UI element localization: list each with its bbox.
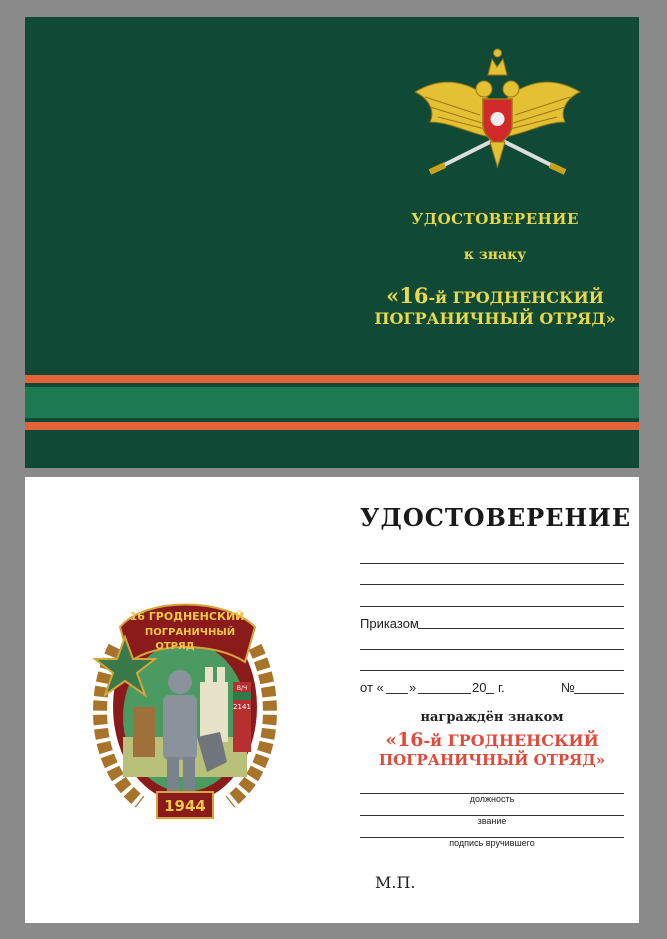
badge-post-number: 2141 xyxy=(233,703,251,711)
inner-title: УДОСТОВЕРЕНИЕ xyxy=(360,503,632,532)
order-label: Приказом xyxy=(360,616,419,631)
cover-subtitle: к знаку xyxy=(463,247,527,263)
stripe-green xyxy=(25,387,639,418)
fill-line-name-3[interactable] xyxy=(360,606,624,607)
date-g-label: г. xyxy=(498,680,505,695)
badge-year: 1944 xyxy=(164,797,206,815)
stripe-orange-top xyxy=(25,375,639,383)
cover-badge-name-line1: «16-й ГРОДНЕНСКИЙ xyxy=(386,283,604,308)
stamp-place-label: М.П. xyxy=(375,873,416,892)
date-year-line[interactable] xyxy=(486,693,494,694)
cover-badge-name-line2: ПОГРАНИЧНЫЙ ОТРЯД» xyxy=(374,309,616,328)
eagle-emblem-icon xyxy=(410,37,585,187)
date-mid-label: » xyxy=(409,680,417,695)
signature-label: подпись вручившего xyxy=(449,838,535,848)
certificate-inner-page xyxy=(25,477,639,923)
fill-line-name-1[interactable] xyxy=(360,563,624,564)
order-line[interactable] xyxy=(418,628,624,629)
date-year-label: 20 xyxy=(472,680,487,695)
cover-title: УДОСТОВЕРЕНИЕ xyxy=(411,210,579,228)
date-from-label: от « xyxy=(360,680,384,695)
border-guard-badge-icon xyxy=(85,587,285,832)
number-label: № xyxy=(561,680,575,695)
badge-banner-line2: ПОГРАНИЧНЫЙ xyxy=(144,627,236,638)
badge-banner-line3: ОТРЯД xyxy=(155,641,195,652)
stripe-orange-bottom xyxy=(25,422,639,430)
badge-post-top: В/Ч xyxy=(236,685,248,692)
award-name-line2: ПОГРАНИЧНЫЙ ОТРЯД» xyxy=(378,751,606,769)
position-label: должность xyxy=(469,794,515,804)
fill-line-name-2[interactable] xyxy=(360,584,624,585)
number-line[interactable] xyxy=(574,693,624,694)
award-name-line1: «16-й ГРОДНЕНСКИЙ xyxy=(385,729,599,751)
date-month-line[interactable] xyxy=(418,693,471,694)
fill-line-order-3[interactable] xyxy=(360,670,624,671)
rank-label: звание xyxy=(477,816,507,826)
date-day-line[interactable] xyxy=(386,693,408,694)
awarded-label: награждён знаком xyxy=(420,710,564,725)
badge-banner-line1: 16 ГРОДНЕНСКИЙ xyxy=(129,610,245,623)
fill-line-order-2[interactable] xyxy=(360,649,624,650)
certificate-cover xyxy=(25,17,639,468)
